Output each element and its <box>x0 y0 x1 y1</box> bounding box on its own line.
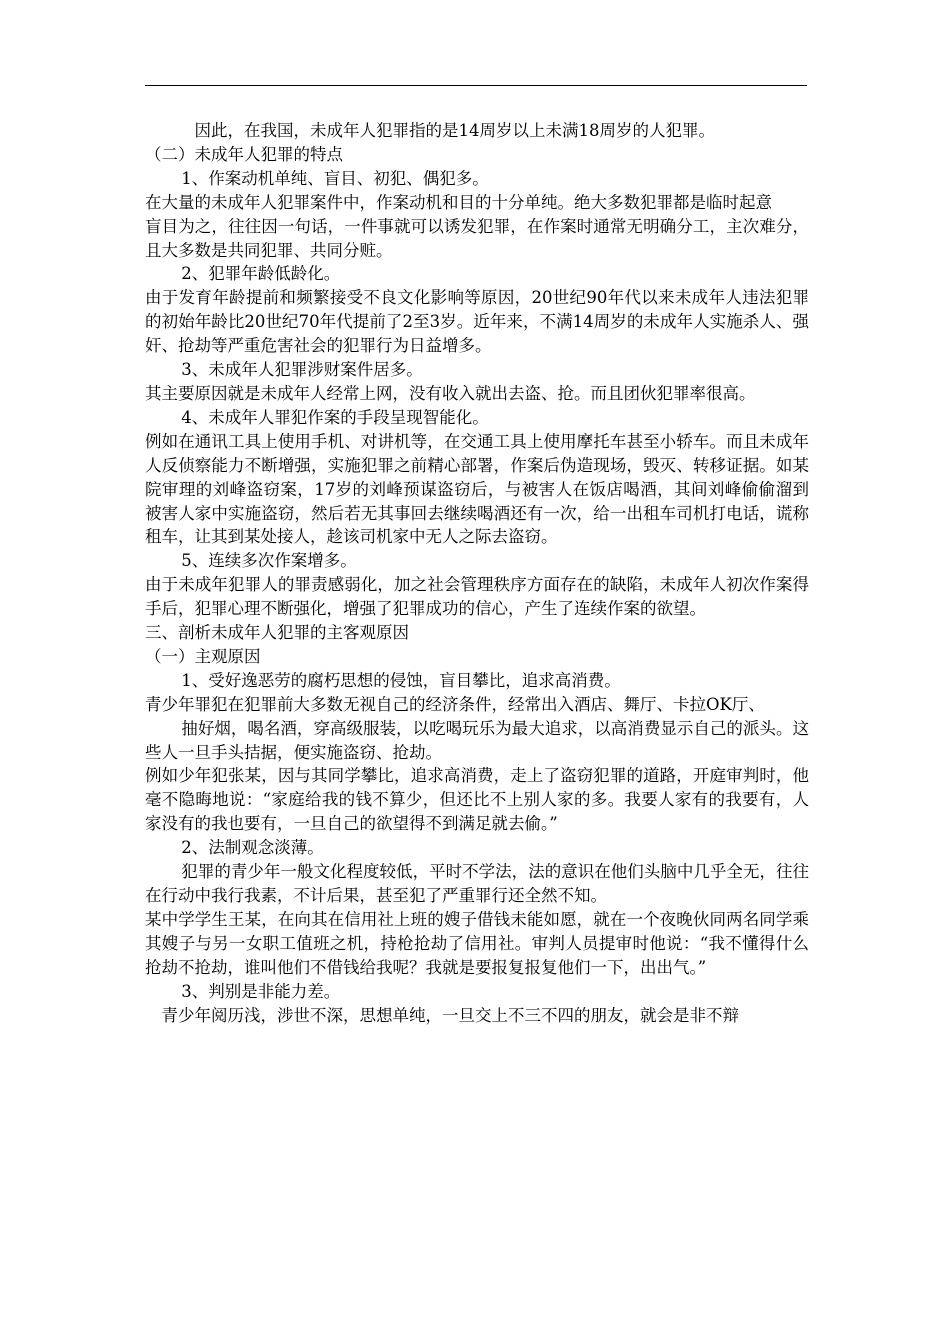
paragraph: 由于发育年龄提前和频繁接受不良文化影响等原因，20世纪90年代以来未成年人违法犯罪的初始年龄比20世纪70年代提前了2至3岁。近年来，不满14周岁的未成年人实施杀人、强奸、抢劫等严重危害社会的犯罪行为日益增多。 <box>145 288 809 356</box>
subheading-3: 3、未成年人犯罪涉财案件居多。 <box>181 360 423 380</box>
paragraph: 某中学学生王某，在向其在信用社上班的嫂子借钱未能如愿，就在一个夜晚伙同两名同学乘其嫂子与另一女职工值班之机，持枪抢劫了信用社。审判人员提审时他说：“我不懂得什么抢劫不抢劫，谁叫他们不借钱给我呢？我就是要报复报复他们一下，出出气。” <box>145 909 809 977</box>
subheading-5: 5、连续多次作案增多。 <box>181 551 357 571</box>
paragraph: 例如在通讯工具上使用手机、对讲机等，在交通工具上使用摩托车甚至小轿车。而且未成年人反侦察能力不断增强，实施犯罪之前精心部署，作案后伪造现场，毁灭、转移证据。如某院审理的刘峰盗窃案，17岁的刘峰预谋盗窃后，与被害人在饭店喝酒，其间刘峰偷偷溜到被害人家中实施盗窃，然后若无其事回去继续喝酒还有一次，给一出租车司机打电话，谎称租车，让其到某处接人，趁该司机家中无人之际去盗窃。 <box>145 431 809 547</box>
header-rule <box>145 85 807 86</box>
paragraph: 在大量的未成年人犯罪案件中，作案动机和目的十分单纯。绝大多数犯罪都是临时起意 <box>145 192 772 212</box>
subheading-2: 2、犯罪年龄低龄化。 <box>181 264 341 284</box>
subheading-4: 4、未成年人罪犯作案的手段呈现智能化。 <box>181 407 489 427</box>
section-heading-causes: 三、剖析未成年人犯罪的主客观原因 <box>145 623 409 643</box>
paragraph: 抽好烟，喝名酒，穿高级服装，以吃喝玩乐为最大追求，以高消费显示自己的派头。这些人一旦手头拮据，便实施盗窃、抢劫。 <box>145 718 809 762</box>
paragraph: 青少年阅历浅，涉世不深，思想单纯，一旦交上不三不四的朋友，就会是非不辩 <box>161 1005 739 1025</box>
paragraph: 犯罪的青少年一般文化程度较低，平时不学法，法的意识在他们头脑中几乎全无，往往在行动中我行我素，不计后果，甚至犯了严重罪行还全然不知。 <box>145 862 809 905</box>
subheading-1: 1、作案动机单纯、盲目、初犯、偶犯多。 <box>181 168 489 188</box>
section-heading-characteristics: （二）未成年人犯罪的特点 <box>145 144 343 164</box>
paragraph-conclusion: 因此，在我国，未成年人犯罪指的是14周岁以上未满18周岁的人犯罪。 <box>194 121 715 140</box>
section-heading-subjective: （一）主观原因 <box>145 646 261 666</box>
paragraph: 盲目为之，往往因一句话，一件事就可以诱发犯罪，在作案时通常无明确分工，主次难分，且大多数是共同犯罪、共同分赃。 <box>145 216 809 260</box>
paragraph: 由于未成年犯罪人的罪责感弱化，加之社会管理秩序方面存在的缺陷，未成年人初次作案得手后，犯罪心理不断强化，增强了犯罪成功的信心，产生了连续作案的欲望。 <box>145 575 809 619</box>
subheading-cause-3: 3、判别是非能力差。 <box>181 981 341 1001</box>
subheading-cause-1: 1、受好逸恶劳的腐朽思想的侵蚀，盲目攀比，追求高消费。 <box>181 670 621 690</box>
paragraph: 其主要原因就是未成年人经常上网，没有收入就出去盗、抢。而且团伙犯罪率很高。 <box>145 383 756 403</box>
subheading-cause-2: 2、法制观念淡薄。 <box>181 838 324 858</box>
paragraph: 青少年罪犯在犯罪前大多数无视自己的经济条件，经常出入酒店、舞厅、卡拉OK厅、 <box>145 694 765 714</box>
paragraph: 例如少年犯张某，因与其同学攀比，追求高消费，走上了盗窃犯罪的道路，开庭审判时，他毫不隐晦地说：“家庭给我的钱不算少，但还比不上别人家的多。我要人家有的我要有，人家没有的我也要有，一旦自己的欲望得不到满足就去偷。” <box>145 766 809 834</box>
document-body <box>145 119 809 1027</box>
